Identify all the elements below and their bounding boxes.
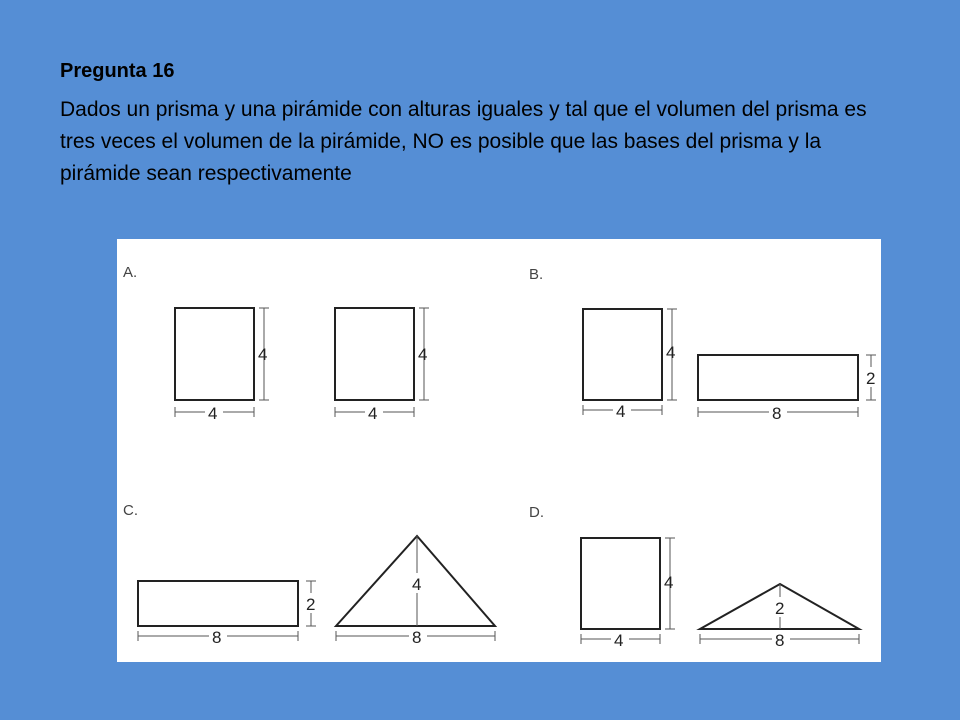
pyramid-base-triangle — [700, 584, 859, 650]
option-letter: C. — [123, 502, 138, 519]
width-label: 4 — [368, 404, 378, 423]
option-letter: B. — [529, 266, 544, 283]
option-b — [529, 266, 880, 423]
height-label: 2 — [775, 599, 785, 618]
prism-base-square — [581, 538, 675, 650]
question-title: Pregunta 16 — [60, 60, 175, 82]
pyramid-base-square — [335, 308, 429, 423]
height-label: 4 — [666, 343, 676, 362]
pyramid-base-triangle — [336, 536, 495, 647]
option-c — [123, 502, 495, 647]
prism-base-rectangle — [138, 581, 320, 647]
height-label: 4 — [418, 345, 428, 364]
question-text: Dados un prisma y una pirámide con alturas iguales y tal que el volumen del prisma es tres veces el volumen de la pirámide, NO es posible que las bases del prisma y la pirámide sean respectivamente — [60, 98, 867, 185]
height-label: 2 — [306, 595, 316, 614]
width-label: 8 — [412, 628, 422, 647]
width-label: 4 — [614, 631, 624, 650]
pyramid-base-rectangle — [698, 355, 880, 423]
height-label: 2 — [866, 369, 876, 388]
width-label: 4 — [616, 402, 626, 421]
prism-base-square — [583, 309, 677, 421]
width-label: 8 — [775, 631, 785, 650]
width-label: 4 — [208, 404, 218, 423]
option-letter: D. — [529, 504, 544, 521]
height-label: 4 — [412, 575, 422, 594]
option-a — [123, 264, 429, 423]
height-label: 4 — [258, 345, 268, 364]
option-d — [529, 504, 859, 650]
height-label: 4 — [664, 573, 674, 592]
width-label: 8 — [772, 404, 782, 423]
width-label: 8 — [212, 628, 222, 647]
prism-base-square — [175, 308, 269, 423]
options-figure — [117, 239, 881, 662]
options-diagram — [117, 239, 881, 662]
option-letter: A. — [123, 264, 138, 281]
